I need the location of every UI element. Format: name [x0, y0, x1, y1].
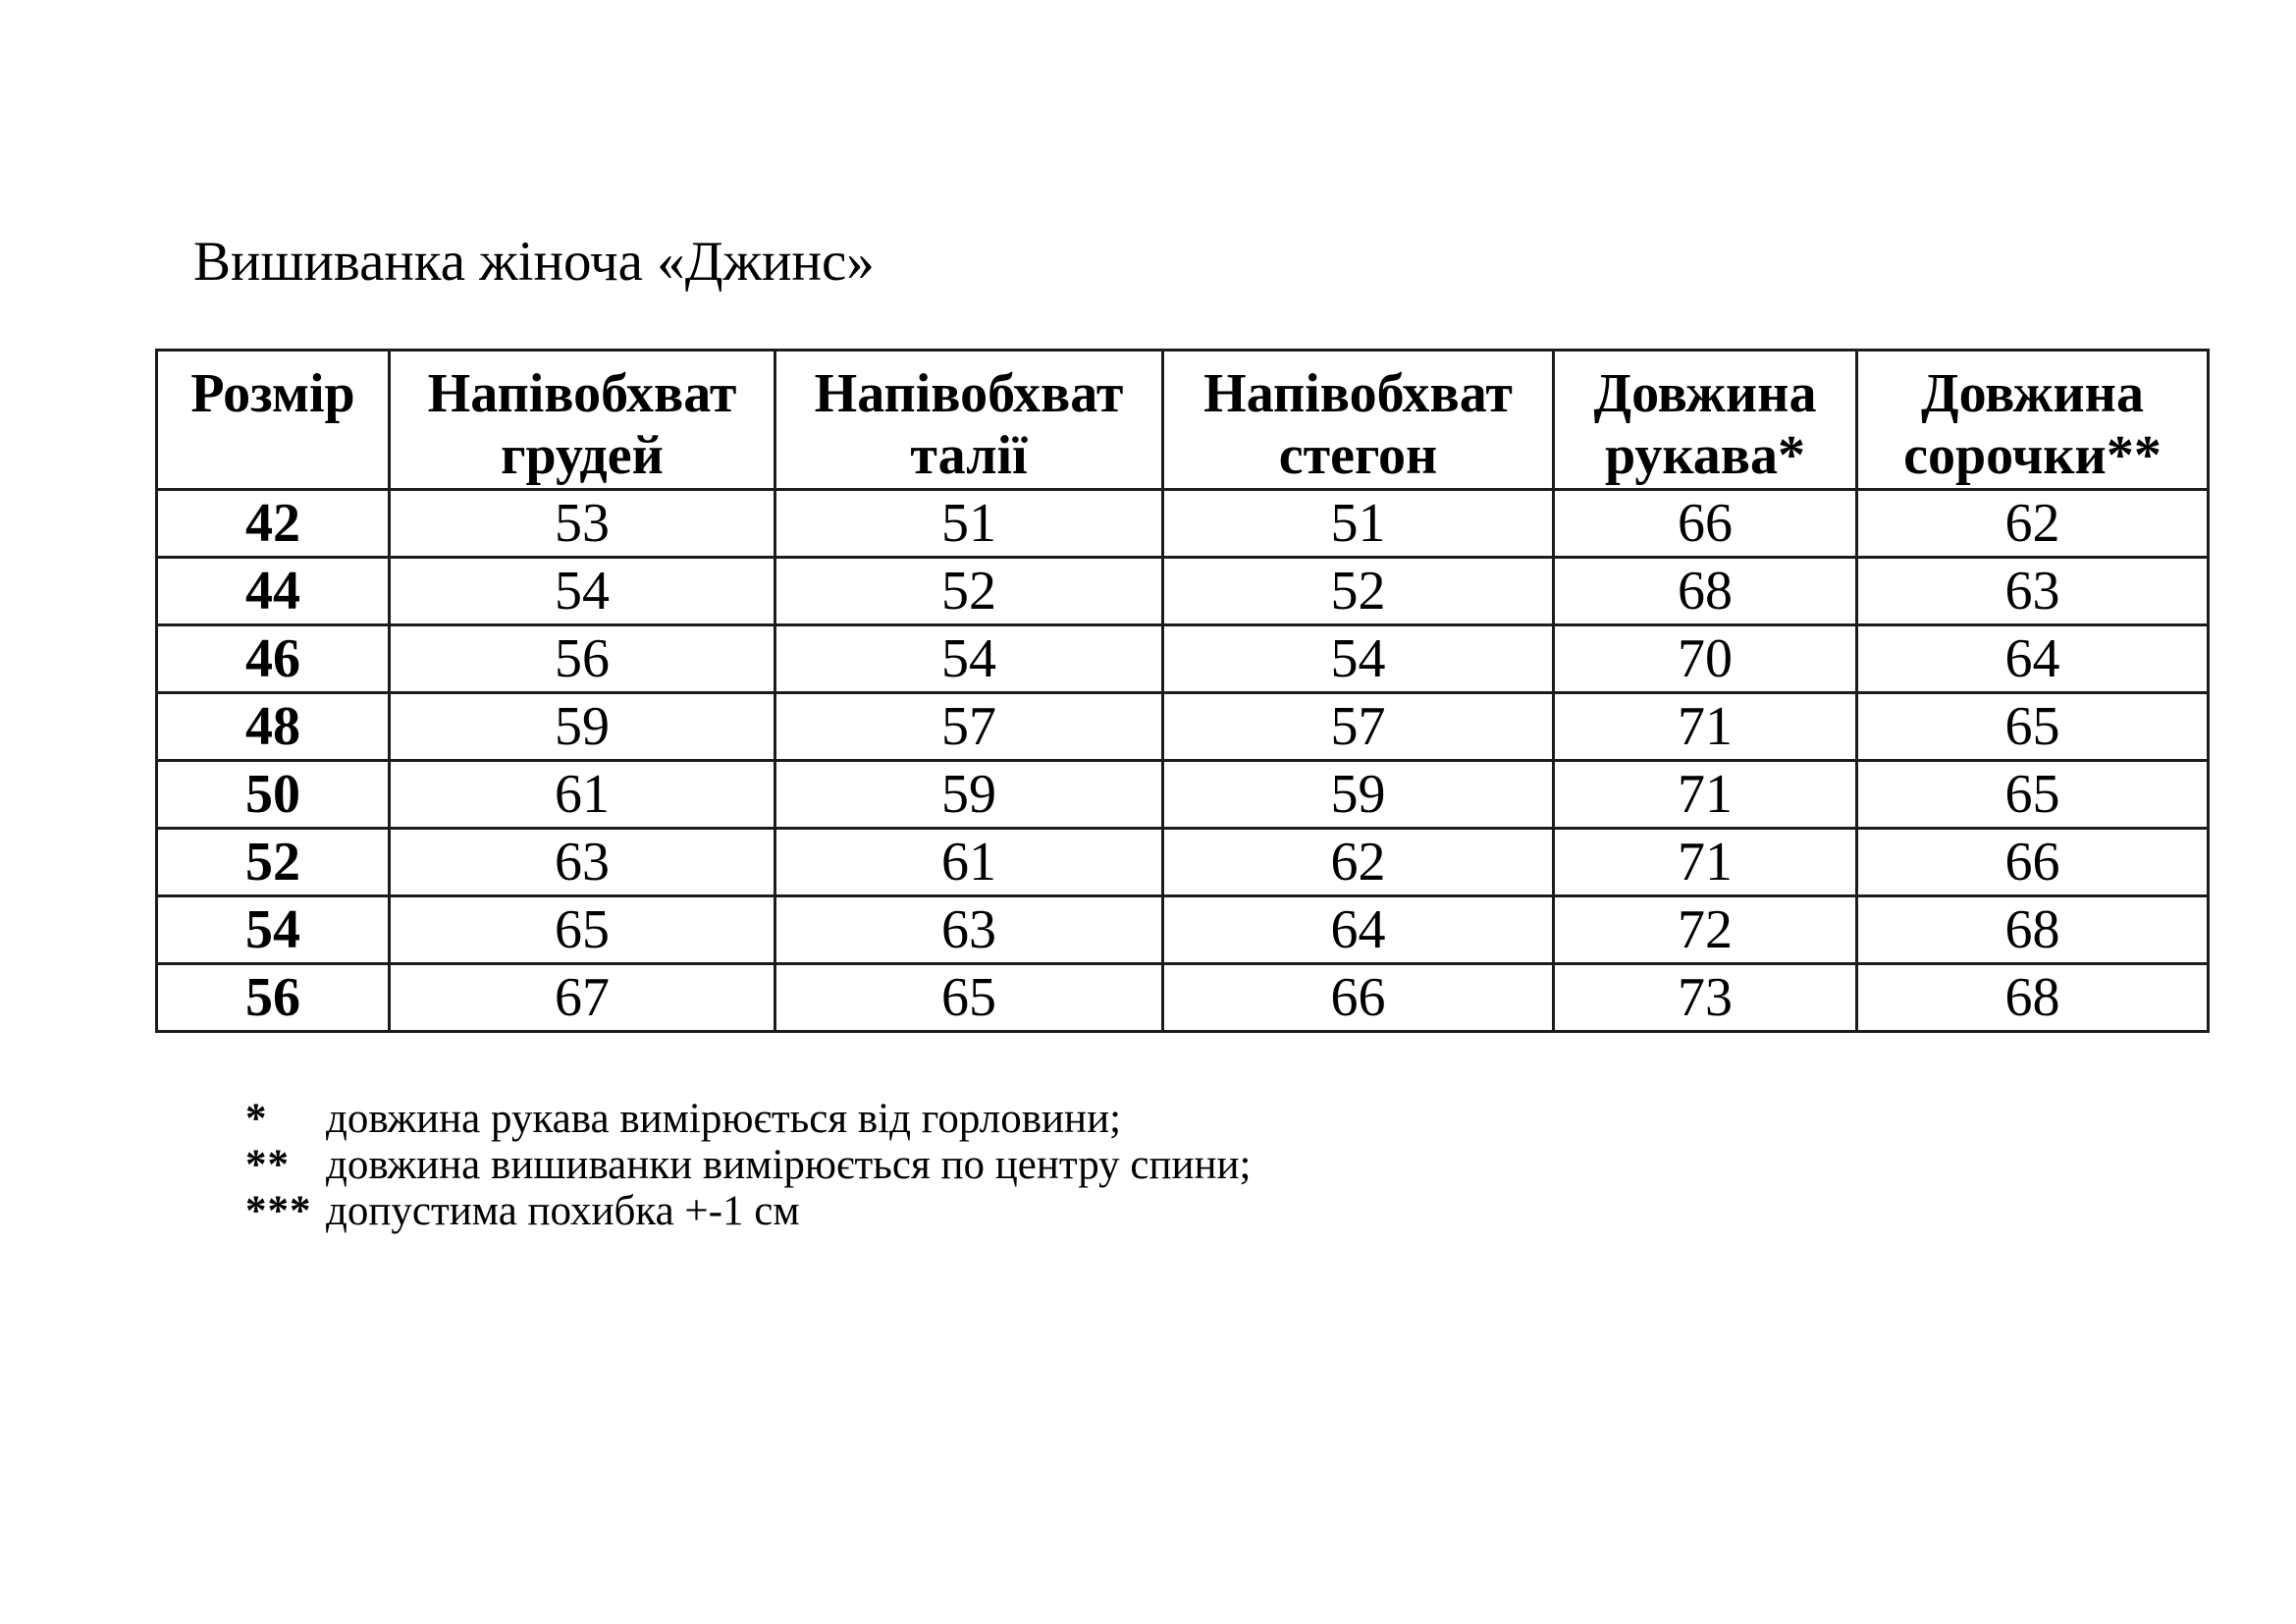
- value-cell: 63: [390, 828, 775, 895]
- size-cell: 44: [157, 557, 390, 624]
- value-cell: 52: [1163, 557, 1554, 624]
- value-cell: 72: [1554, 895, 1857, 963]
- value-cell: 62: [1857, 489, 2209, 557]
- value-cell: 59: [390, 692, 775, 760]
- value-cell: 71: [1554, 828, 1857, 895]
- value-cell: 56: [390, 624, 775, 692]
- value-cell: 70: [1554, 624, 1857, 692]
- value-cell: 61: [775, 828, 1163, 895]
- footnote: [245, 1142, 1251, 1188]
- column-header-size: Розмір: [157, 351, 390, 490]
- value-cell: 64: [1163, 895, 1554, 963]
- value-cell: 66: [1857, 828, 2209, 895]
- value-cell: 61: [390, 760, 775, 828]
- table-row: [157, 624, 2209, 692]
- value-cell: 68: [1857, 895, 2209, 963]
- table-header-row: [157, 351, 2209, 490]
- value-cell: 52: [775, 557, 1163, 624]
- value-cell: 68: [1857, 963, 2209, 1031]
- value-cell: 65: [775, 963, 1163, 1031]
- value-cell: 51: [775, 489, 1163, 557]
- column-header-waist: Напівобхват талії: [775, 351, 1163, 490]
- value-cell: 73: [1554, 963, 1857, 1031]
- value-cell: 54: [390, 557, 775, 624]
- value-cell: 67: [390, 963, 775, 1031]
- column-header-shirt: Довжина сорочки**: [1857, 351, 2209, 490]
- value-cell: 62: [1163, 828, 1554, 895]
- size-cell: 56: [157, 963, 390, 1031]
- table-row: [157, 828, 2209, 895]
- value-cell: 59: [1163, 760, 1554, 828]
- value-cell: 57: [775, 692, 1163, 760]
- table-row: [157, 760, 2209, 828]
- footnote-text: довжина вишиванки вимірюється по центру спини;: [326, 1142, 1252, 1188]
- value-cell: 66: [1163, 963, 1554, 1031]
- value-cell: 51: [1163, 489, 1554, 557]
- footnote-text: допустима похибка +-1 см: [326, 1188, 800, 1234]
- column-header-chest: Напівобхват грудей: [390, 351, 775, 490]
- table-row: [157, 895, 2209, 963]
- column-header-sleeve: Довжина рукава*: [1554, 351, 1857, 490]
- size-cell: 42: [157, 489, 390, 557]
- value-cell: 65: [390, 895, 775, 963]
- size-cell: 46: [157, 624, 390, 692]
- value-cell: 65: [1857, 760, 2209, 828]
- footnote: [245, 1188, 1251, 1234]
- value-cell: 54: [775, 624, 1163, 692]
- footnote-marker: *: [245, 1096, 268, 1142]
- size-table: [155, 349, 2210, 1033]
- value-cell: 63: [1857, 557, 2209, 624]
- value-cell: 59: [775, 760, 1163, 828]
- footnotes: [245, 1096, 1251, 1234]
- value-cell: 71: [1554, 692, 1857, 760]
- size-cell: 48: [157, 692, 390, 760]
- value-cell: 64: [1857, 624, 2209, 692]
- table-row: [157, 557, 2209, 624]
- value-cell: 68: [1554, 557, 1857, 624]
- table-row: [157, 692, 2209, 760]
- value-cell: 65: [1857, 692, 2209, 760]
- value-cell: 53: [390, 489, 775, 557]
- page-title: Вишиванка жіноча «Джинс»: [193, 231, 875, 293]
- value-cell: 57: [1163, 692, 1554, 760]
- value-cell: 54: [1163, 624, 1554, 692]
- footnote-marker: ***: [245, 1188, 312, 1234]
- footnote-text: довжина рукава вимірюється від горловини;: [326, 1096, 1122, 1142]
- size-cell: 50: [157, 760, 390, 828]
- value-cell: 63: [775, 895, 1163, 963]
- value-cell: 71: [1554, 760, 1857, 828]
- table-row: [157, 489, 2209, 557]
- footnote: [245, 1096, 1251, 1142]
- size-cell: 54: [157, 895, 390, 963]
- table-row: [157, 963, 2209, 1031]
- value-cell: 66: [1554, 489, 1857, 557]
- size-cell: 52: [157, 828, 390, 895]
- footnote-marker: **: [245, 1142, 290, 1188]
- column-header-hips: Напівобхват стегон: [1163, 351, 1554, 490]
